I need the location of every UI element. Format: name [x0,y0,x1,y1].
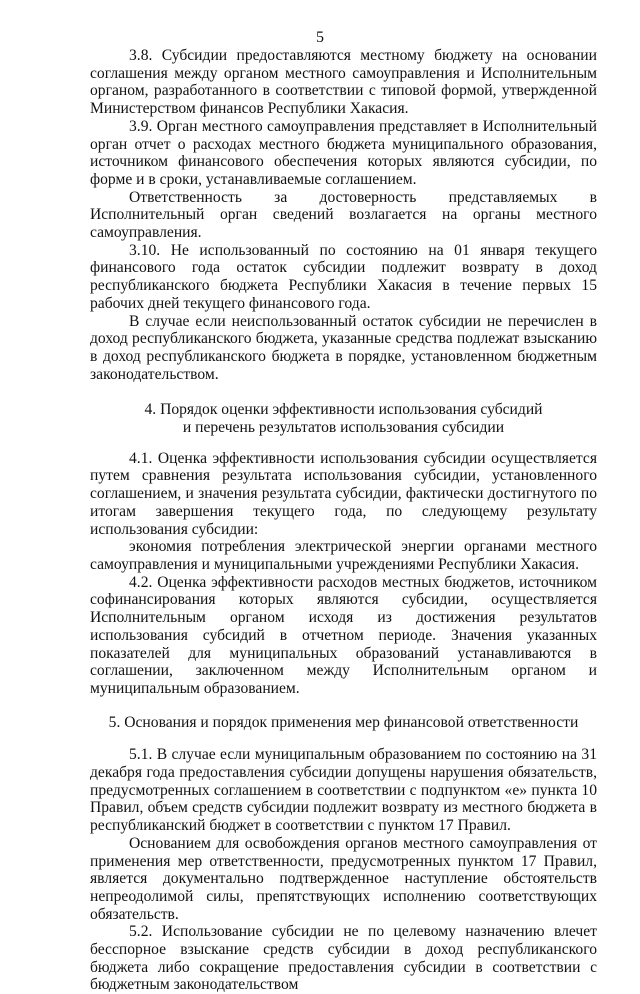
paragraph-exemption: Основанием для освобождения органов местного самоуправления от применения мер ответственности, предусмотренных пунктом 17 Правил, является документально подтвержденное наступление обстоятельств непреодолимой силы, препятствующих исполнению соответствующих обязательств. [90,834,597,923]
paragraph-3-8: 3.8. Субсидии предоставляются местному бюджету на основании соглашения между органом местного самоуправления и Исполнительным органом, разработанного в соответствии с типовой формой, утвержденной Министерством финансов Республики Хакасия. [90,47,597,118]
paragraph-3-10: 3.10. Не использованный по состоянию на 01 января текущего финансового года остаток субсидии подлежит возврату в доход республиканского бюджета Республики Хакасия в течение первых 15 рабочих дней текущего финансового года. [90,241,597,312]
section-4-heading [90,401,597,436]
paragraph-recovery: В случае если неиспользованный остаток субсидии не перечислен в доход республиканского бюджета, указанные средства подлежат взысканию в доход республиканского бюджета в порядке, установленном бюджетным законодательством. [90,312,597,383]
paragraph-5-1: 5.1. В случае если муниципальным образованием по состоянию на 31 декабря года предоставления субсидии допущены нарушения обязательств, предусмотренных соглашением в соответствии с подпунктом «е» пункта 10 Правил, объем средств субсидии подлежит возврату из местного бюджета в республиканский бюджет в соответствии с пунктом 17 Правил. [90,746,597,835]
paragraph-5-2: 5.2. Использование субсидии не по целевому назначению влечет бесспорное взыскание средств субсидии в доход республиканского бюджета либо сокращение предоставления субсидии в соответствии с бюджетным законодательством [90,923,597,994]
page-number: 5 [316,29,324,46]
section-5-heading: 5. Основания и порядок применения мер финансовой ответственности [108,713,579,731]
paragraph-4-2: 4.2. Оценка эффективности расходов местных бюджетов, источником софинансирования которых являются субсидии, осуществляется Исполнительным органом исходя из достижения результатов использования субсидий в отчетном периоде. Значения указанных показателей для муниципальных образований устанавливаются в соглашении, заключенном между Исполнительным органом и муниципальным образованием. [90,573,597,697]
paragraph-energy-saving: экономия потребления электрической энергии органами местного самоуправления и муниципальными учреждениями Республики Хакасия. [90,538,597,573]
document-body [90,47,597,994]
section-4-heading-line-2: и перечень результатов использования субсидии [182,419,505,437]
section-4-heading-line-1: 4. Порядок оценки эффективности использования субсидий [144,401,543,419]
paragraph-responsibility: Ответственность за достоверность представляемых в Исполнительный орган сведений возлагается на органы местного самоуправления. [90,188,597,242]
paragraph-3-9: 3.9. Орган местного самоуправления представляет в Исполнительный орган отчет о расходах местного бюджета муниципального образования, источником финансового обеспечения которых являются субсидии, по форме и в сроки, устанавливаемые соглашением. [90,117,597,188]
paragraph-4-1: 4.1. Оценка эффективности использования субсидии осуществляется путем сравнения результата использования субсидии, установленного соглашением, и значения результата субсидии, фактически достигнутого по итогам завершения текущего года, по следующему результату использования субсидии: [90,449,597,538]
